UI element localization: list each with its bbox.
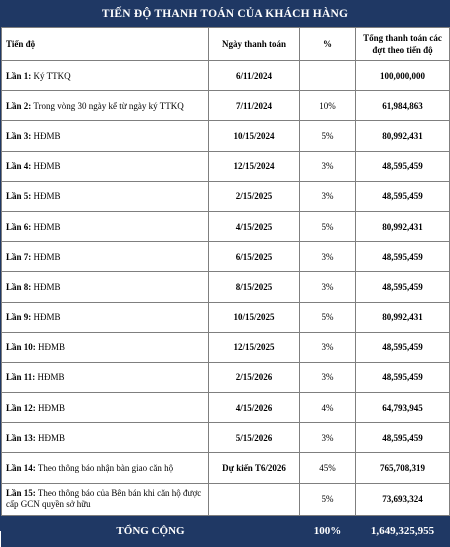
stage-label: Lần 7: [6, 251, 32, 262]
stage-cell [2, 453, 209, 483]
amount-cell: 48,595,459 [356, 181, 450, 211]
amount-cell: 100,000,000 [356, 61, 450, 91]
percent-cell: 5% [300, 483, 356, 515]
table-row [2, 151, 450, 181]
table-row [2, 362, 450, 392]
payment-date-cell: Dự kiến T6/2026 [209, 453, 300, 483]
stage-label: Lần 2: [6, 100, 32, 111]
payment-date-cell: 6/15/2025 [209, 242, 300, 272]
total-percent: 100% [300, 515, 356, 546]
stage-cell [2, 91, 209, 121]
payment-date-cell: 10/15/2025 [209, 302, 300, 332]
stage-cell [2, 272, 209, 302]
stage-description: HĐMB [31, 251, 61, 262]
amount-cell: 80,992,431 [356, 302, 450, 332]
stage-description: HĐMB [31, 191, 61, 202]
column-header-percent: % [300, 28, 356, 61]
column-header-date: Ngày thanh toán [209, 28, 300, 61]
stage-cell [2, 332, 209, 362]
table-row [2, 423, 450, 453]
stage-description: HĐMB [35, 402, 66, 413]
stage-cell [2, 181, 209, 211]
stage-label: Lần 3: [6, 130, 32, 141]
amount-cell: 48,595,459 [356, 332, 450, 362]
table-row [2, 393, 450, 423]
column-header-amount: Tổng thanh toán các đợt theo tiến độ [356, 28, 450, 61]
table-title: TIẾN ĐỘ THANH TOÁN CỦA KHÁCH HÀNG [1, 1, 449, 27]
percent-cell: 45% [300, 453, 356, 483]
stage-cell [2, 211, 209, 241]
stage-cell [2, 61, 209, 91]
stage-label: Lần 15: [6, 488, 36, 499]
payment-date-cell: 2/15/2025 [209, 181, 300, 211]
percent-cell: 3% [300, 151, 356, 181]
payment-date-cell [209, 483, 300, 515]
amount-cell: 48,595,459 [356, 242, 450, 272]
stage-label: Lần 12: [6, 402, 36, 413]
table-header-row [2, 28, 450, 61]
stage-label: Lần 5: [6, 191, 32, 202]
table-row [2, 242, 450, 272]
payment-date-cell: 8/15/2025 [209, 272, 300, 302]
payment-date-cell: 5/15/2026 [209, 423, 300, 453]
stage-description: HĐMB [35, 372, 65, 383]
stage-cell [2, 393, 209, 423]
amount-cell: 48,595,459 [356, 151, 450, 181]
stage-label: Lần 8: [6, 281, 32, 292]
total-label: TỔNG CỘNG [2, 515, 300, 546]
payment-date-cell: 12/15/2025 [209, 332, 300, 362]
stage-cell [2, 483, 209, 515]
percent-cell: 4% [300, 393, 356, 423]
stage-label: Lần 1: [6, 70, 32, 81]
stage-description: Ký TTKQ [31, 70, 71, 81]
stage-description: HĐMB [35, 342, 66, 353]
amount-cell: 61,984,863 [356, 91, 450, 121]
amount-cell: 48,595,459 [356, 423, 450, 453]
amount-cell: 765,708,319 [356, 453, 450, 483]
percent-cell: 5% [300, 302, 356, 332]
payment-date-cell: 4/15/2026 [209, 393, 300, 423]
payment-date-cell: 10/15/2024 [209, 121, 300, 151]
amount-cell: 48,595,459 [356, 362, 450, 392]
table-row [2, 91, 450, 121]
payment-date-cell: 2/15/2026 [209, 362, 300, 392]
stage-description: HĐMB [31, 221, 61, 232]
stage-cell [2, 362, 209, 392]
percent-cell: 3% [300, 272, 356, 302]
table-row [2, 181, 450, 211]
table-row [2, 483, 450, 515]
stage-label: Lần 14: [6, 463, 36, 474]
stage-description: Theo thông báo nhận bàn giao căn hộ [35, 463, 174, 474]
stage-cell [2, 242, 209, 272]
percent-cell [300, 61, 356, 91]
percent-cell: 10% [300, 91, 356, 121]
amount-cell: 48,595,459 [356, 272, 450, 302]
percent-cell: 3% [300, 181, 356, 211]
payment-date-cell: 7/11/2024 [209, 91, 300, 121]
table-row [2, 453, 450, 483]
amount-cell: 80,992,431 [356, 211, 450, 241]
stage-label: Lần 10: [6, 342, 36, 353]
table-body [2, 61, 450, 516]
amount-cell: 73,693,324 [356, 483, 450, 515]
payment-date-cell: 4/15/2025 [209, 211, 300, 241]
stage-description: HĐMB [31, 130, 61, 141]
stage-label: Lần 13: [6, 432, 36, 443]
column-header-stage: Tiến độ [2, 28, 209, 61]
percent-cell: 3% [300, 362, 356, 392]
table-row [2, 302, 450, 332]
percent-cell: 3% [300, 242, 356, 272]
stage-label: Lần 4: [6, 161, 32, 172]
amount-cell: 64,793,945 [356, 393, 450, 423]
stage-description: HĐMB [35, 432, 66, 443]
stage-description: Trong vòng 30 ngày kể từ ngày ký TTKQ [31, 100, 184, 111]
total-amount: 1,649,325,955 [356, 515, 450, 546]
amount-cell: 80,992,431 [356, 121, 450, 151]
table-row [2, 332, 450, 362]
stage-label: Lần 11: [6, 372, 36, 383]
stage-cell [2, 121, 209, 151]
percent-cell: 5% [300, 121, 356, 151]
table-row [2, 211, 450, 241]
payment-date-cell: 12/15/2024 [209, 151, 300, 181]
stage-cell [2, 423, 209, 453]
payment-date-cell: 6/11/2024 [209, 61, 300, 91]
stage-description: HĐMB [31, 161, 61, 172]
stage-description: HĐMB [31, 281, 61, 292]
table-row [2, 121, 450, 151]
stage-label: Lần 9: [6, 312, 32, 323]
stage-description: HĐMB [31, 312, 61, 323]
stage-cell [2, 151, 209, 181]
table-row [2, 61, 450, 91]
percent-cell: 5% [300, 211, 356, 241]
stage-label: Lần 6: [6, 221, 32, 232]
stage-cell [2, 302, 209, 332]
stage-description: Theo thông báo của Bên bán khi căn hộ được cấp GCN quyền sở hữu [6, 488, 202, 510]
table-row [2, 272, 450, 302]
percent-cell: 3% [300, 332, 356, 362]
payment-table [1, 27, 450, 547]
percent-cell: 3% [300, 423, 356, 453]
